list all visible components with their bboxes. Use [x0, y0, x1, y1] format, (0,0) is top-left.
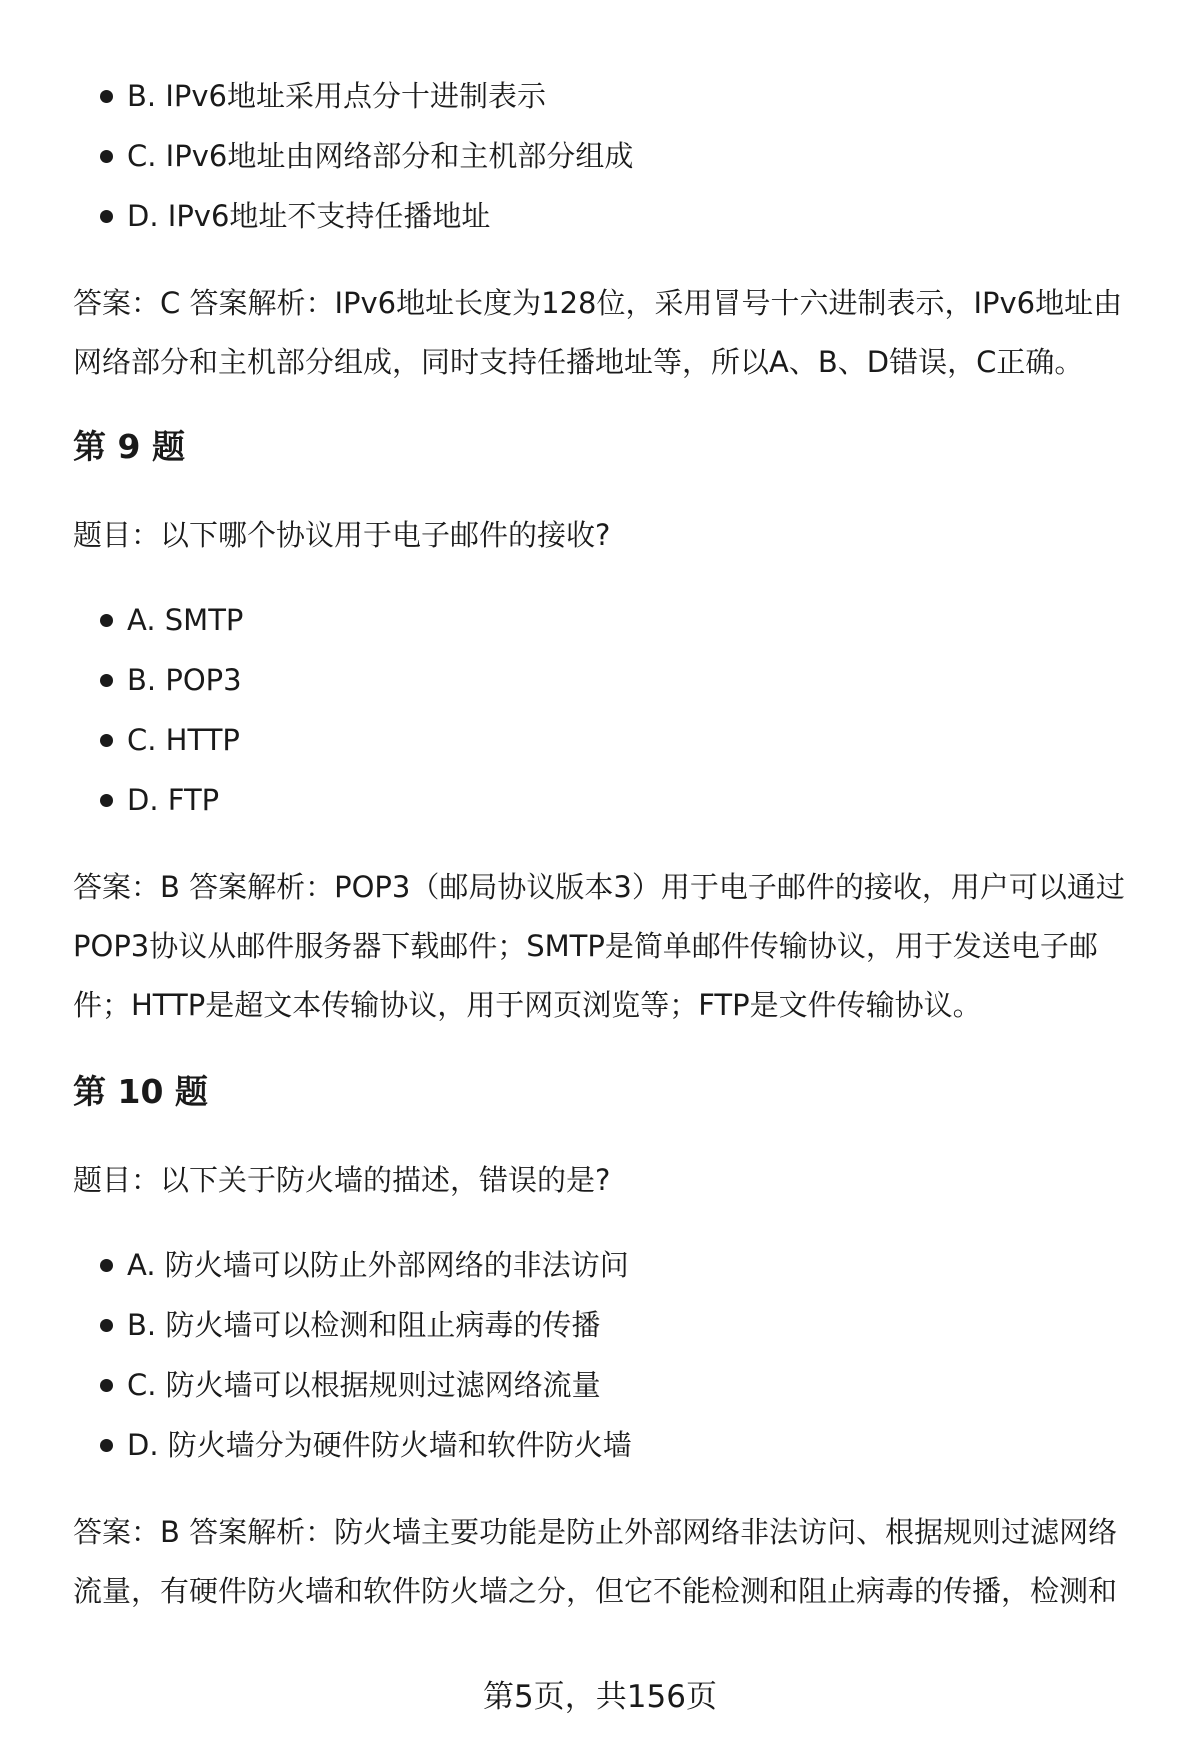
bullet-icon: [100, 614, 113, 627]
q8-answer-line-1: 答案：C 答案解析：IPv6地址长度为128位，采用冒号十六进制表示，IPv6地址由: [73, 286, 1123, 320]
bullet-icon: [100, 734, 113, 747]
q9-answer-line-1: 答案：B 答案解析：POP3（邮局协议版本3）用于电子邮件的接收，用户可以通过: [73, 870, 1125, 904]
q8-option-c: [73, 126, 1153, 186]
q10-option-a: [73, 1235, 1153, 1295]
bullet-icon: [100, 794, 113, 807]
q9-option-a: [73, 590, 1153, 650]
q10-option-c: [73, 1355, 1153, 1415]
q8-option-b-text: B. IPv6地址采用点分十进制表示: [127, 79, 546, 113]
q8-option-d: [73, 186, 1153, 246]
q10-option-d: [73, 1415, 1153, 1475]
q9-answer: [73, 858, 1153, 1035]
q10-question: 题目：以下关于防火墙的描述，错误的是?: [73, 1163, 611, 1197]
q9-answer-line-2: POP3协议从邮件服务器下载邮件；SMTP是简单邮件传输协议，用于发送电子邮: [73, 929, 1098, 963]
q8-option-c-text: C. IPv6地址由网络部分和主机部分组成: [127, 139, 634, 173]
bullet-icon: [100, 1319, 113, 1332]
bullet-icon: [100, 1379, 113, 1392]
q8-option-b: [73, 66, 1153, 126]
bullet-icon: [100, 90, 113, 103]
q9-option-b-text: B. POP3: [127, 663, 242, 697]
q10-option-b: [73, 1295, 1153, 1355]
q10-options-list: [73, 1235, 1153, 1475]
q9-heading: 第 9 题: [73, 427, 185, 466]
page-number: 第5页，共156页: [483, 1679, 717, 1715]
q9-question: 题目：以下哪个协议用于电子邮件的接收?: [73, 518, 611, 552]
q10-option-a-text: A. 防火墙可以防止外部网络的非法访问: [127, 1248, 629, 1282]
bullet-icon: [100, 210, 113, 223]
bullet-icon: [100, 1439, 113, 1452]
q8-options-list: [73, 66, 1153, 246]
bullet-icon: [100, 150, 113, 163]
q8-answer-line-2: 网络部分和主机部分组成，同时支持任播地址等，所以A、B、D错误，C正确。: [73, 345, 1084, 379]
q10-option-d-text: D. 防火墙分为硬件防火墙和软件防火墙: [127, 1428, 632, 1462]
q9-answer-line-3: 件；HTTP是超文本传输协议，用于网页浏览等；FTP是文件传输协议。: [73, 988, 982, 1022]
q10-answer-line-1: 答案：B 答案解析：防火墙主要功能是防止外部网络非法访问、根据规则过滤网络: [73, 1515, 1118, 1549]
q10-heading: 第 10 题: [73, 1072, 208, 1111]
q9-options-list: [73, 590, 1153, 830]
bullet-icon: [100, 674, 113, 687]
q8-answer: [73, 274, 1153, 392]
q8-option-d-text: D. IPv6地址不支持任播地址: [127, 199, 491, 233]
q10-option-c-text: C. 防火墙可以根据规则过滤网络流量: [127, 1368, 601, 1402]
bullet-icon: [100, 1259, 113, 1272]
q9-option-d-text: D. FTP: [127, 783, 220, 817]
q9-option-d: [73, 770, 1153, 830]
q9-option-b: [73, 650, 1153, 710]
q9-option-a-text: A. SMTP: [127, 603, 244, 637]
q10-answer-line-2: 流量，有硬件防火墙和软件防火墙之分，但它不能检测和阻止病毒的传播，检测和: [73, 1574, 1118, 1608]
q10-option-b-text: B. 防火墙可以检测和阻止病毒的传播: [127, 1308, 601, 1342]
q9-option-c-text: C. HTTP: [127, 723, 240, 757]
q10-answer: [73, 1503, 1153, 1621]
document-content: [73, 66, 1153, 1621]
q9-option-c: [73, 710, 1153, 770]
